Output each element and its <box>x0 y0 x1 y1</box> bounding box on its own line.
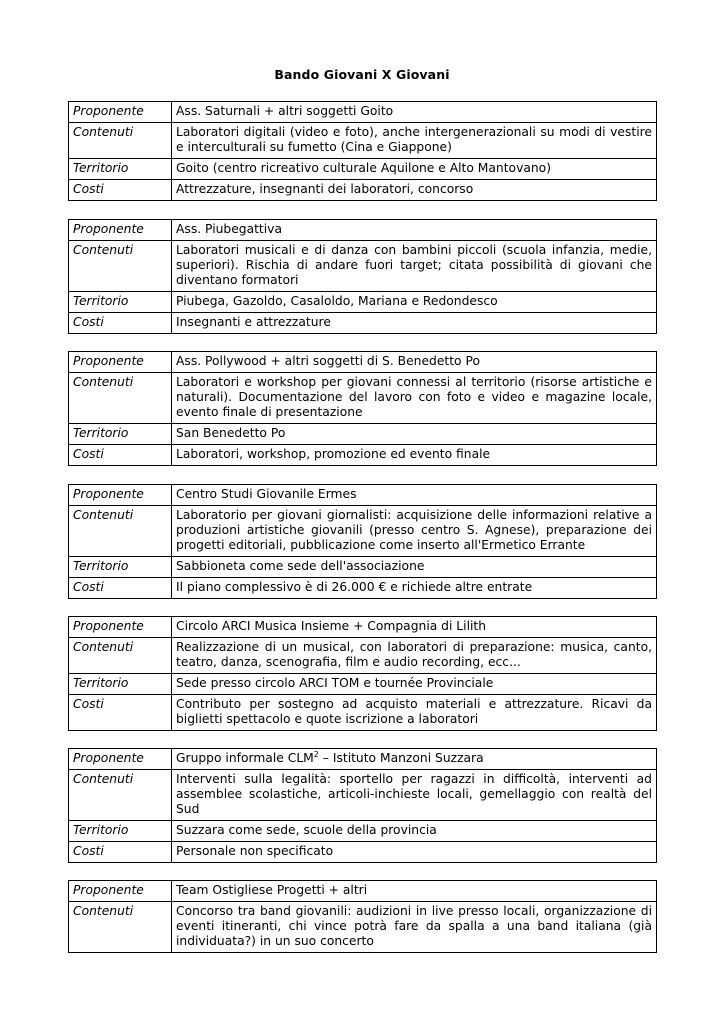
table-row <box>69 220 657 241</box>
table-row <box>69 881 657 902</box>
costi-label: Costi <box>69 180 172 201</box>
proponente-value: Ass. Saturnali + altri soggetti Goito <box>172 102 657 123</box>
table-row <box>69 102 657 123</box>
costi-value: Insegnanti e attrezzature <box>172 313 657 334</box>
costi-value: Laboratori, workshop, promozione ed evento finale <box>172 445 657 466</box>
project-table-ostigliese <box>68 880 657 953</box>
project-table-piubegattiva <box>68 219 657 334</box>
territorio-label: Territorio <box>69 292 172 313</box>
territorio-value: Piubega, Gazoldo, Casaloldo, Mariana e Redondesco <box>172 292 657 313</box>
project-table-arci <box>68 616 657 731</box>
territorio-label: Territorio <box>69 159 172 180</box>
costi-label: Costi <box>69 445 172 466</box>
table-row <box>69 749 657 770</box>
table-row <box>69 313 657 334</box>
document-title: Bando Giovani X Giovani <box>274 67 450 82</box>
proponente-label: Proponente <box>69 485 172 506</box>
contenuti-label: Contenuti <box>69 770 172 821</box>
table-row <box>69 695 657 731</box>
proponente-label: Proponente <box>69 617 172 638</box>
proponente-value-post: – Istituto Manzoni Suzzara <box>318 751 484 765</box>
table-row <box>69 180 657 201</box>
table-row <box>69 770 657 821</box>
contenuti-label: Contenuti <box>69 373 172 424</box>
table-row <box>69 557 657 578</box>
costi-label: Costi <box>69 313 172 334</box>
contenuti-label: Contenuti <box>69 241 172 292</box>
project-table-clm <box>68 748 657 863</box>
contenuti-label: Contenuti <box>69 506 172 557</box>
table-row <box>69 506 657 557</box>
contenuti-value: Interventi sulla legalità: sportello per ragazzi in difficoltà, interventi ad assemblee scolastiche, articoli-inchieste locali, gemellaggio con realtà del Sud <box>172 770 657 821</box>
contenuti-value: Laboratorio per giovani giornalisti: acquisizione delle informazioni relative a produzioni artistiche giovanili (presso centro S. Agnese), preparazione dei progetti editoriali, pubblicazione come inserto all'Ermetico Errante <box>172 506 657 557</box>
proponente-label: Proponente <box>69 102 172 123</box>
contenuti-value: Concorso tra band giovanili: audizioni in live presso locali, organizzazione di eventi itineranti, chi vince potrà fare da spalla a una band italiana (già individuata?) in un suo concerto <box>172 902 657 953</box>
territorio-value: San Benedetto Po <box>172 424 657 445</box>
table-row <box>69 123 657 159</box>
territorio-value: Sede presso circolo ARCI TOM e tournée Provinciale <box>172 674 657 695</box>
table-row <box>69 617 657 638</box>
table-row <box>69 159 657 180</box>
table-row <box>69 292 657 313</box>
costi-value: Contributo per sostegno ad acquisto materiali e attrezzature. Ricavi da biglietti spettacolo e quote iscrizione a laboratori <box>172 695 657 731</box>
proponente-value-pre: Gruppo informale CLM <box>176 751 314 765</box>
table-row <box>69 424 657 445</box>
table-row <box>69 485 657 506</box>
table-row <box>69 241 657 292</box>
table-row <box>69 821 657 842</box>
contenuti-value: Laboratori musicali e di danza con bambini piccoli (scuola infanzia, medie, superiori). Rischia di andare fuori target; citata possibilità di giovani che diventano formatori <box>172 241 657 292</box>
table-row <box>69 352 657 373</box>
proponente-value <box>172 749 657 770</box>
proponente-value: Ass. Pollywood + altri soggetti di S. Benedetto Po <box>172 352 657 373</box>
proponente-label: Proponente <box>69 749 172 770</box>
territorio-label: Territorio <box>69 674 172 695</box>
contenuti-label: Contenuti <box>69 638 172 674</box>
contenuti-label: Contenuti <box>69 902 172 953</box>
project-table-saturnali <box>68 101 657 201</box>
table-row <box>69 373 657 424</box>
contenuti-value: Laboratori digitali (video e foto), anche intergenerazionali su modi di vestire e interculturali su fumetto (Cina e Giappone) <box>172 123 657 159</box>
project-table-pollywood <box>68 351 657 466</box>
costi-value: Il piano complessivo è di 26.000 € e richiede altre entrate <box>172 578 657 599</box>
table-row <box>69 445 657 466</box>
contenuti-label: Contenuti <box>69 123 172 159</box>
table-row <box>69 674 657 695</box>
proponente-value: Centro Studi Giovanile Ermes <box>172 485 657 506</box>
costi-label: Costi <box>69 695 172 731</box>
costi-value: Attrezzature, insegnanti dei laboratori, concorso <box>172 180 657 201</box>
project-table-ermes <box>68 484 657 599</box>
contenuti-value: Laboratori e workshop per giovani connessi al territorio (risorse artistiche e naturali). Documentazione del lavoro con foto e video e magazine locale, evento finale di presentazione <box>172 373 657 424</box>
territorio-label: Territorio <box>69 557 172 578</box>
proponente-superscript: 2 <box>313 749 319 759</box>
costi-label: Costi <box>69 578 172 599</box>
table-row <box>69 902 657 953</box>
costi-value: Personale non specificato <box>172 842 657 863</box>
proponente-label: Proponente <box>69 881 172 902</box>
costi-label: Costi <box>69 842 172 863</box>
territorio-value: Sabbioneta come sede dell'associazione <box>172 557 657 578</box>
proponente-value: Ass. Piubegattiva <box>172 220 657 241</box>
table-row <box>69 578 657 599</box>
proponente-label: Proponente <box>69 220 172 241</box>
contenuti-value: Realizzazione di un musical, con laboratori di preparazione: musica, canto, teatro, danza, scenografia, film e audio recording, ecc... <box>172 638 657 674</box>
proponente-value: Team Ostigliese Progetti + altri <box>172 881 657 902</box>
table-row <box>69 842 657 863</box>
territorio-value: Suzzara come sede, scuole della provincia <box>172 821 657 842</box>
table-row <box>69 638 657 674</box>
territorio-label: Territorio <box>69 424 172 445</box>
territorio-value: Goito (centro ricreativo culturale Aquilone e Alto Mantovano) <box>172 159 657 180</box>
territorio-label: Territorio <box>69 821 172 842</box>
proponente-value: Circolo ARCI Musica Insieme + Compagnia di Lilith <box>172 617 657 638</box>
proponente-label: Proponente <box>69 352 172 373</box>
